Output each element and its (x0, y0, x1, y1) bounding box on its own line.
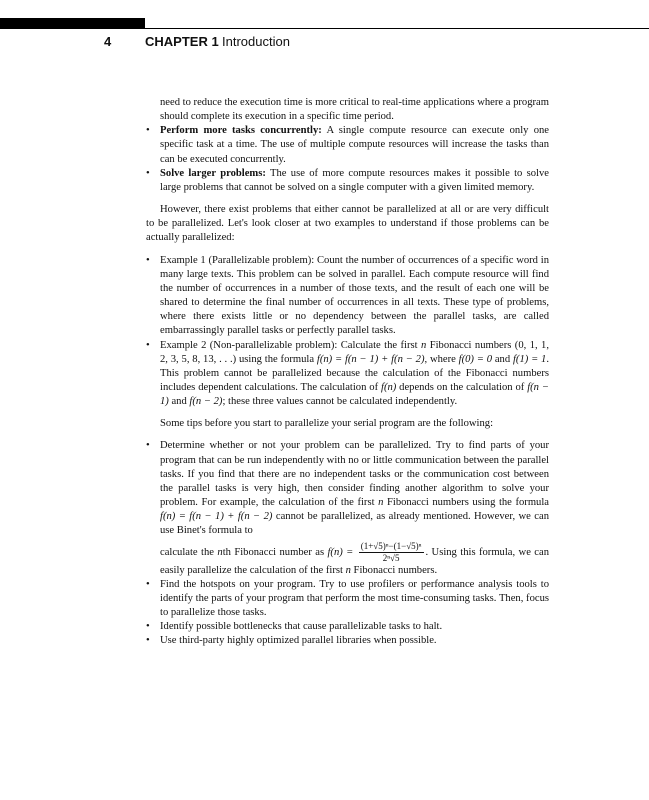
list-item-example-1: • Example 1 (Parallelizable problem): Count the number of occurrences of a specific word in many large texts. This problem can be solved in parallel. Each compute resource will find the number of occurrences in a number of those texts, and the result of each one will be shared to determine the final number of occurrences in all texts. These type of problems, where there exists little or no dependency between the parallel tasks, are called embarrassingly parallel tasks or perfectly parallel tasks. (146, 254, 549, 339)
list-item-tip-4: • Use third-party highly optimized parallel libraries when possible. (146, 634, 549, 648)
page-number: 4 (104, 34, 112, 49)
binet-formula-fraction (359, 541, 424, 564)
list-item-title: Solve larger problems: (160, 167, 266, 179)
chapter-title: Introduction (222, 34, 290, 49)
examples-list (146, 254, 549, 410)
list-item-tip-3: • Identify possible bottlenecks that cause parallelizable tasks to halt. (146, 620, 549, 634)
header-black-bar (0, 18, 145, 29)
list-item-tip-2: • Find the hotspots on your program. Try to use profilers or performance analysis tools to identify the parts of your program that perform the most time-consuming tasks. Then, focus to parallelize those tasks. (146, 578, 549, 620)
chapter-label: CHAPTER 1 (145, 34, 219, 49)
tips-list (146, 439, 549, 648)
list-item-tip-1: • Determine whether or not your problem can be parallelized. Try to find parts of your program that can be run independently with no or little communication between the parallel tasks. If you find that there are no independent tasks or the communication cost between the parallel tasks is very high, then consider finding another algorithm to solve your problem. For example, the calculation of the first n Fibonacci numbers using the formula f(n) = f(n − 1) + f(n − 2) cannot be parallelized, as already mentioned. However, we can use Binet's formula to calculate the nth Fibonacci number as f(n) = $\frac{\text{(1+√5)ⁿ−(1−√5)ⁿ}}{\text{2ⁿ√5}}$ . Using this formula, we can easily parallelize the calculation of the first n Fibonacci numbers. (146, 439, 549, 577)
list-item-example-2: • Example 2 (Non-parallelizable problem): Calculate the first n Fibonacci numbers (0, 1, 1, 2, 3, 5, 8, 13, . . .) using the formula f(n) = f(n − 1) + f(n − 2), where f(0) = 0 and f(1) = 1. This problem cannot be parallelized because the calculation of the Fibonacci numbers includes dependent calculations. The calculation of f(n) depends on the calculation of f(n − 1) and f(n − 2); these three values cannot be calculated independently. (146, 339, 549, 410)
list-item-concurrency: • Perform more tasks concurrently: A single compute resource can execute only one specific task at a time. The use of multiple compute resources will increase the tasks than can be executed concurrently. (146, 124, 549, 166)
fraction-denominator: 2ⁿ√5 (382, 552, 400, 563)
benefits-list (146, 96, 549, 195)
list-item-continuation: need to reduce the execution time is more critical to real-time applications where a program should complete its execution in a specific time period. (160, 97, 549, 123)
paragraph-however: However, there exist problems that either cannot be parallelized at all or are very difficult to be parallelized. Let's look closer at two examples to understand if those problems can be actually parallelized: (146, 204, 549, 244)
paragraph-tips: Some tips before you start to parallelize your serial program are the following: (160, 418, 494, 430)
fraction-numerator: (1+√5)ⁿ−(1−√5)ⁿ (360, 540, 422, 551)
list-item-title: Perform more tasks concurrently: (160, 125, 322, 137)
binet-formula-line: calculate the nth Fibonacci number as f(n) = $\frac{\text{(1+√5)ⁿ−(1−√5)ⁿ}}{\text{2ⁿ√5}}$ . Using this formula, we can easily parallelize the calculation of the first n Fibonacci numbers. (160, 540, 549, 576)
body-text (146, 96, 549, 648)
page-header (0, 34, 649, 52)
header-rule (145, 28, 649, 29)
list-item-larger-problems: • Solve larger problems: The use of more compute resources makes it possible to solve large problems that cannot be solved on a single computer with a given limited memory. (146, 167, 549, 195)
